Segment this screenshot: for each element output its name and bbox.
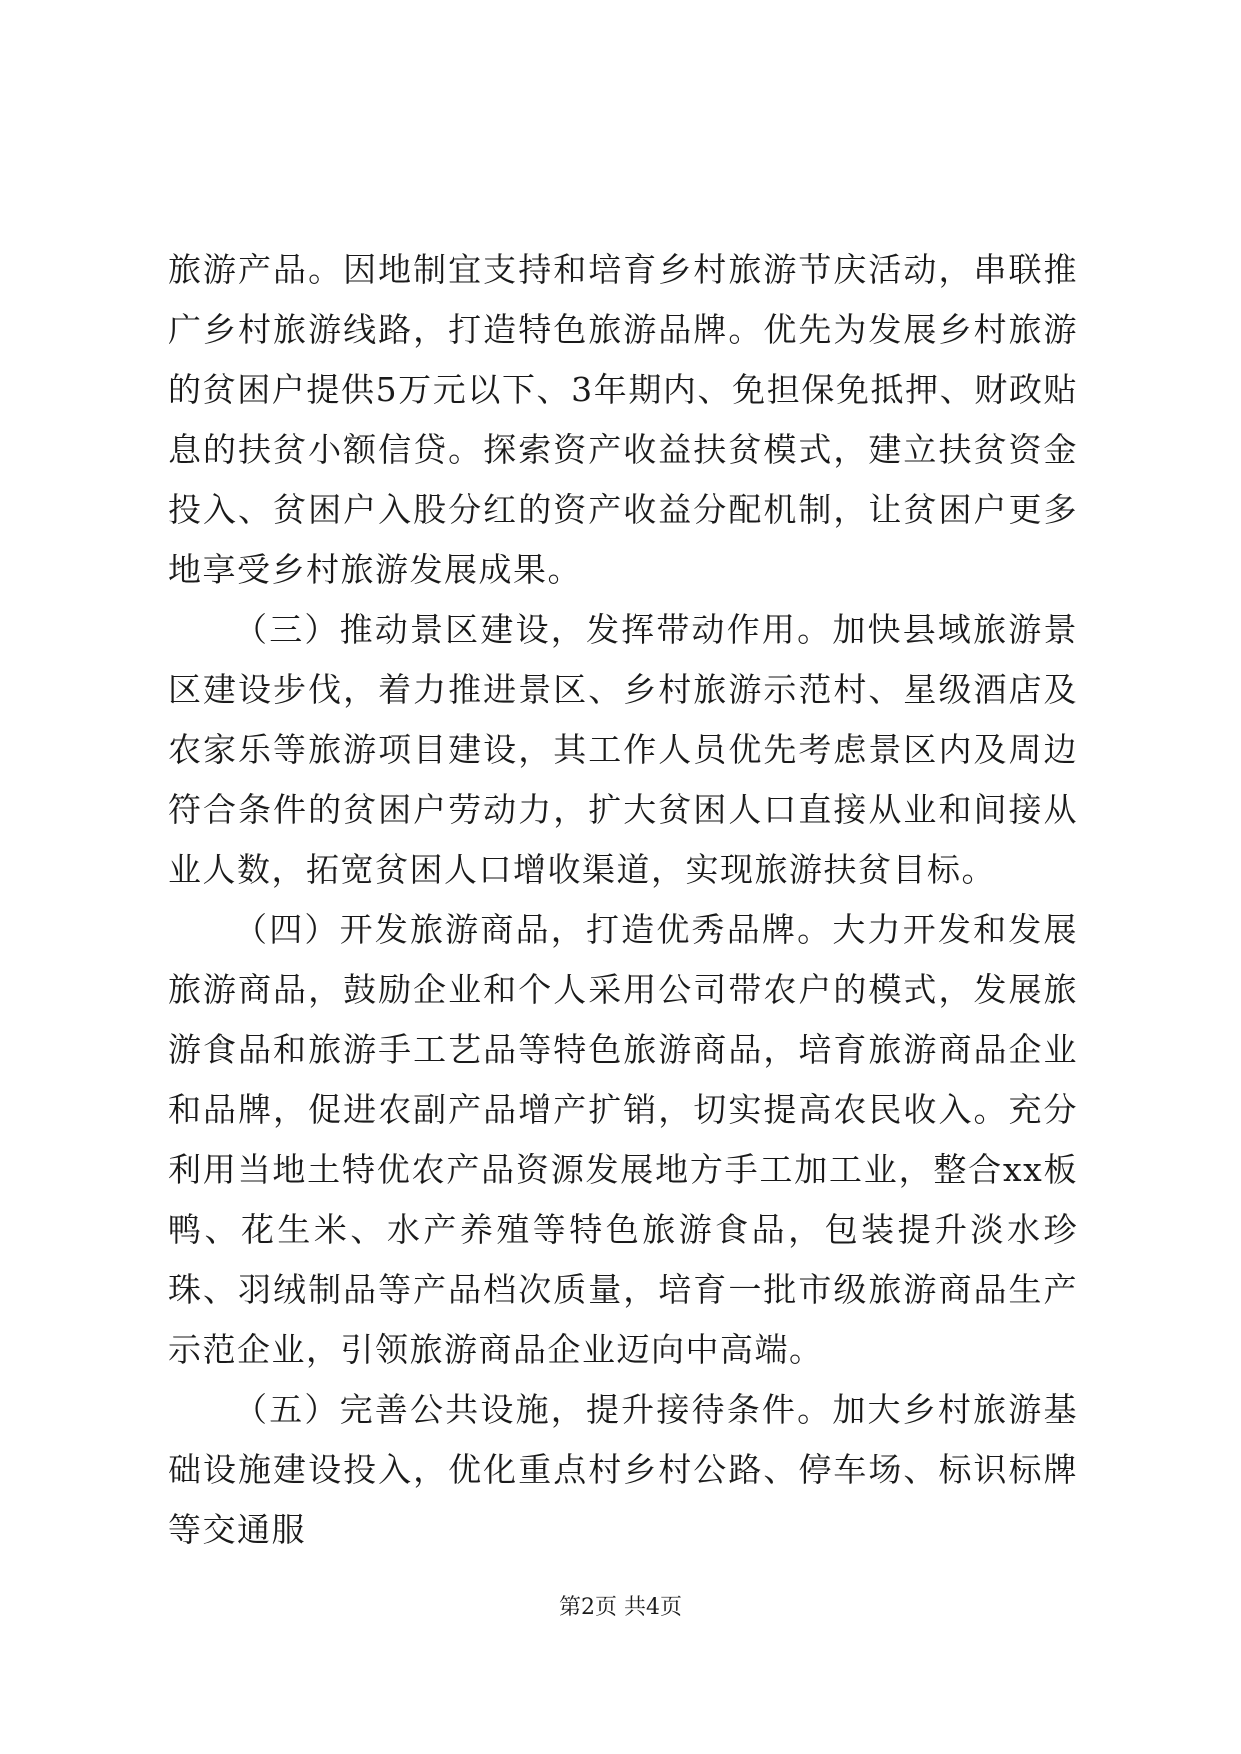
paragraph-section-4: （四）开发旅游商品，打造优秀品牌。大力开发和发展旅游商品，鼓励企业和个人采用公司带农户的模式，发展旅游食品和旅游手工艺品等特色旅游商品，培育旅游商品企业和品牌，促进农副产品增产扩销，切实提高农民收入。充分利用当地土特优农产品资源发展地方手工加工业，整合xx板鸭、花生米、水产养殖等特色旅游食品，包装提升淡水珍珠、羽绒制品等产品档次质量，培育一批市级旅游商品生产示范企业，引领旅游商品企业迈向中高端。 bbox=[168, 910, 1078, 1369]
paragraph-section-5: （五）完善公共设施，提升接待条件。加大乡村旅游基础设施建设投入，优化重点村乡村公路、停车场、标识标牌等交通服 bbox=[168, 1390, 1078, 1549]
document-body bbox=[168, 240, 1078, 1560]
page-number-footer: 第2页 共4页 bbox=[559, 1595, 682, 1620]
paragraph-section-3: （三）推动景区建设，发挥带动作用。加快县域旅游景区建设步伐，着力推进景区、乡村旅游示范村、星级酒店及农家乐等旅游项目建设，其工作人员优先考虑景区内及周边符合条件的贫困户劳动力，扩大贫困人口直接从业和间接从业人数，拓宽贫困人口增收渠道，实现旅游扶贫目标。 bbox=[168, 610, 1078, 889]
paragraph-continued: 旅游产品。因地制宜支持和培育乡村旅游节庆活动，串联推广乡村旅游线路，打造特色旅游品牌。优先为发展乡村旅游的贫困户提供5万元以下、3年期内、免担保免抵押、财政贴息的扶贫小额信贷。探索资产收益扶贫模式，建立扶贫资金投入、贫困户入股分红的资产收益分配机制，让贫困户更多地享受乡村旅游发展成果。 bbox=[168, 250, 1078, 589]
